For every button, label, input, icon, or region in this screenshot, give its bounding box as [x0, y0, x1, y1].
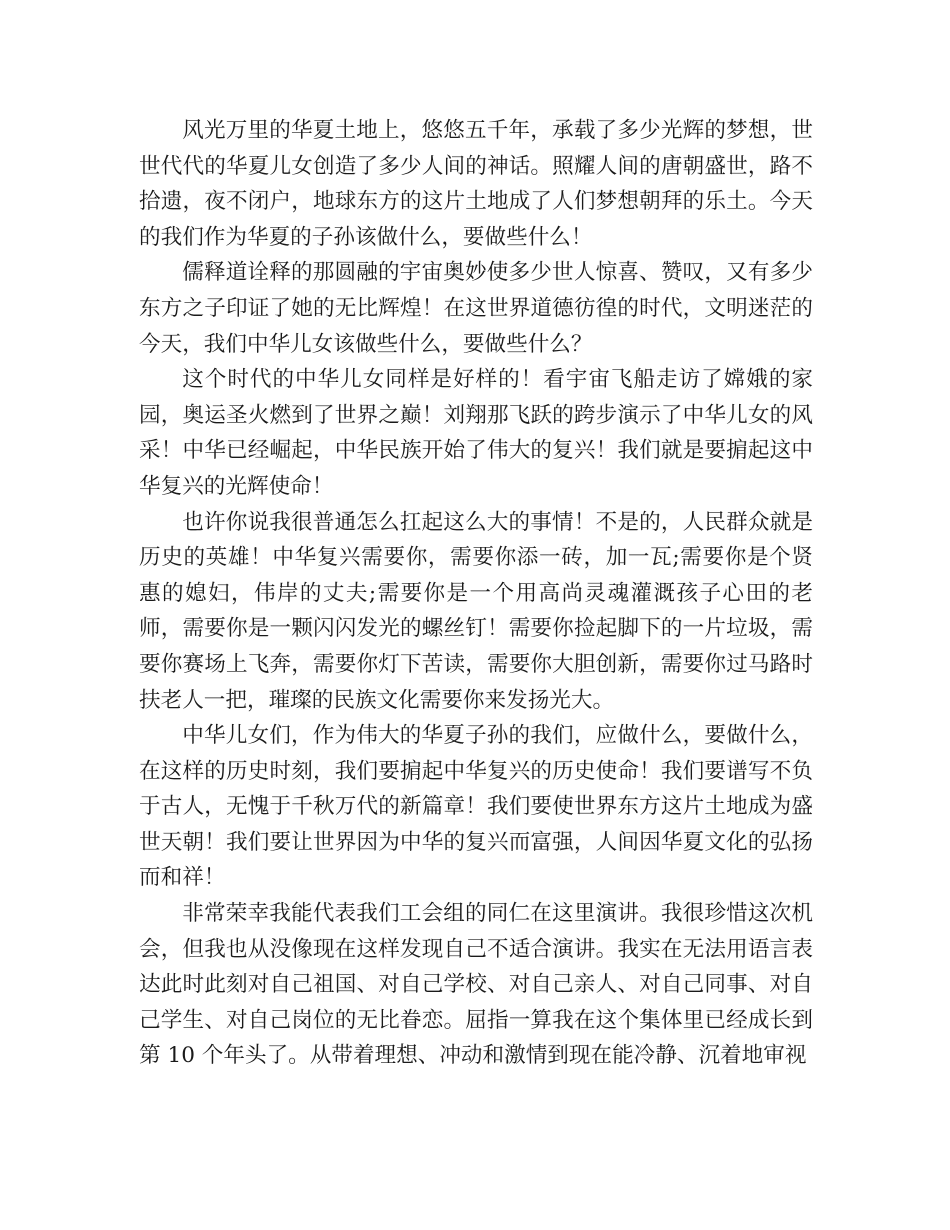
paragraph-4: 也许你说我很普通怎么扛起这么大的事情！不是的，人民群众就是历史的英雄！中华复兴需要你，需要你添一砖，加一瓦;需要你是个贤惠的媳妇，伟岸的丈夫;需要你是一个用高尚灵魂灌溉孩子心田的老师，需要你是一颗闪闪发光的螺丝钉！需要你捡起脚下的一片垃圾，需要你赛场上飞奔，需要你灯下苦读，需要你大胆创新，需要你过马路时扶老人一把，璀璨的民族文化需要你来发扬光大。 — [139, 509, 813, 713]
paragraph-5: 中华儿女们，作为伟大的华夏子孙的我们，应做什么，要做什么，在这样的历史时刻，我们要掮起中华复兴的历史使命！我们要谱写不负于古人，无愧于千秋万代的新篇章！我们要使世界东方这片土地成为盛世天朝！我们要让世界因为中华的复兴而富强，人间因华夏文化的弘扬而和祥！ — [139, 723, 813, 891]
paragraph-2: 儒释道诠释的那圆融的宇宙奥妙使多少世人惊喜、赞叹，又有多少东方之子印证了她的无比辉煌！在这世界道德彷徨的时代，文明迷茫的今天，我们中华儿女该做些什么，要做些什么？ — [139, 260, 813, 357]
paragraph-1: 风光万里的华夏土地上，悠悠五千年，承载了多少光辉的梦想，世世代代的华夏儿女创造了多少人间的神话。照耀人间的唐朝盛世，路不拾遗，夜不闭户，地球东方的这片土地成了人们梦想朝拜的乐土。今天的我们作为华夏的子孙该做什么，要做些什么！ — [139, 118, 813, 250]
paragraph-6: 非常荣幸我能代表我们工会组的同仁在这里演讲。我很珍惜这次机会，但我也从没像现在这样发现自己不适合演讲。我实在无法用语言表达此时此刻对自己祖国、对自己学校、对自己亲人、对自己同事、对自己学生、对自己岗位的无比眷恋。屈指一算我在这个集体里已经成长到第 10 个年头了。从带着理想、冲动和激情到现在能冷静、沉着地审视 — [139, 901, 813, 1069]
document-body — [139, 113, 813, 1074]
paragraph-3: 这个时代的中华儿女同样是好样的！看宇宙飞船走访了嫦娥的家园，奥运圣火燃到了世界之巅！刘翔那飞跃的跨步演示了中华儿女的风采！中华已经崛起，中华民族开始了伟大的复兴！我们就是要掮起这中华复兴的光辉使命！ — [139, 367, 813, 499]
